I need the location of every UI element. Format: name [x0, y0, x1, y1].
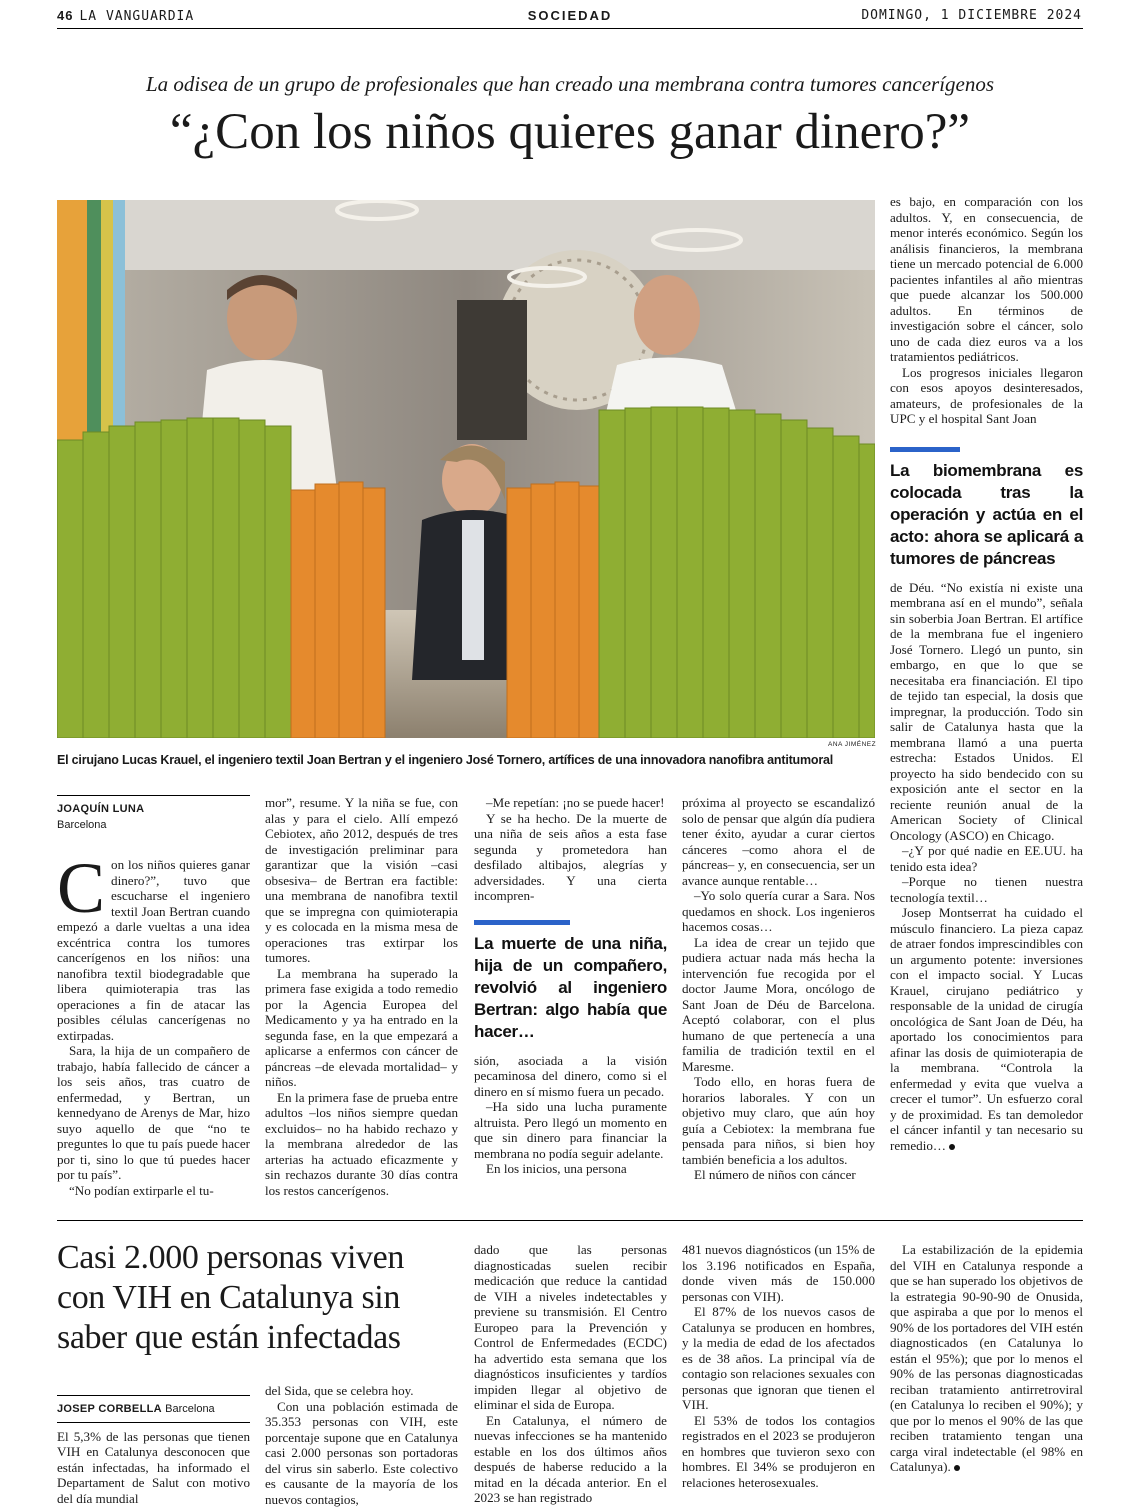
page-number: 46 [57, 8, 73, 23]
paragraph: Sara, la hija de un compañero de trabajo, había fallecido de cáncer a los seis años, tras cuatro de enfermedad, y Bertran, un kennedyano de Arenys de Mar, hizo suyo aquello de que “no te preguntes lo que tu país puede hacer por ti, sino lo que tú puedes hacer por tu país”. [57, 1043, 250, 1183]
paragraph: Todo ello, en horas fuera de horarios laborales. Y con un objetivo muy claro, que aún hoy guía a Cebiotex: la membrana fue pensada para niños, si bien hoy también beneficia a los adultos. [682, 1074, 875, 1167]
byline-rule [57, 1395, 250, 1396]
article-column-4 [682, 795, 875, 1183]
page-date: DOMINGO, 1 DICIEMBRE 2024 [861, 8, 1082, 23]
paragraph: La idea de crear un tejido que pudiera actuar nada más hecha la intervención fue recogida por el doctor Jaume Mora, oncólogo de Sant Joan de Déu de Barcelona. Aceptó colaborar, con el plus humano de que pertenecía a una familia de tradición textil en el Maresme. [682, 935, 875, 1075]
paragraph: El número de niños con cáncer [682, 1167, 875, 1183]
article2-column-3 [474, 1242, 667, 1506]
paragraph: El 87% de los nuevos casos de Catalunya se producen en hombres, y la media de edad de los afectados es de 38 años. La principal vía de contagio son relaciones sexuales con personas que ignoran que tienen el VIH. [682, 1304, 875, 1413]
pull-quote-bar [890, 447, 960, 452]
paragraph: sión, asociada a la visión pecaminosa del dinero, como si el dinero en sí mismo fuera un pecado. [474, 1053, 667, 1100]
pull-quote-bar [474, 920, 570, 925]
byline-rule [57, 795, 250, 796]
paragraph-text: Josep Montserrat ha cuidado el músculo financiero. La pieza capaz de atraer fondos imprescindibles con un argumento potente: inversiones con el impacto social. Y Lucas Krauel, cirujano pediátrico y responsable de la unidad de cirugía oncológica de Sant Joan de Déu, ha aportado los conocimientos para afinar las dosis de quimioterapia de la membrana. “Controla la enfermedad y evita que vuelva a crecer el tumor”. Un esfuerzo coral y de proximidad. Es tan demoledor el cáncer infantil y tan necesario su remedio… [890, 905, 1083, 1153]
article-divider [57, 1220, 1083, 1221]
article-column-3 [474, 795, 667, 1177]
end-mark-icon [954, 1465, 960, 1471]
paragraph: Y se ha hecho. De la muerte de una niña de seis años a esta fase segunda y prometedora han desfilado altibajos, alegrías y adversidades. Y una cierta incompren- [474, 811, 667, 904]
article-column-1 [57, 795, 250, 1198]
paragraph: El 5,3% de las personas que tienen VIH en Catalunya desconocen que están infectadas, ha informado el Departament de Salut con motivo del día mundial [57, 1429, 250, 1507]
header-rule [57, 28, 1083, 29]
paragraph: “No podían extirparle el tu- [57, 1183, 250, 1199]
pull-quote: La muerte de una niña, hija de un compañero, revolvió al ingeniero Bertran: algo había que hacer… [474, 933, 667, 1043]
paragraph: de Déu. “No existía ni existe una membrana así en el mundo”, señala sin soberbia Joan Bertran. El artífice de la membrana fue el ingeniero José Tornero. Llegó un punto, sin embargo, en que lo que se necesitaba era financiación. El tipo de tejido tan especial, la dosis que impregnar, la producción. Todo sin salir de Catalunya hasta que la membrana llamó a una puerta estrecha: Estados Unidos. El proyecto ha sido bendecido con su exposición ante el sector en la reciente reunión anual de la American Society of Clinical Oncology (ASCO) en Chicago. [890, 580, 1083, 844]
paragraph: –Me repetían: ¡no se puede hacer! [474, 795, 667, 811]
article-headline: “¿Con los niños quieres ganar dinero?” [57, 102, 1083, 162]
paragraph: En Catalunya, el número de nuevas infecciones se ha mantenido estable en los dos últimos años después de haberse reducido a la mitad en la década anterior. En el 2023 se han registrado [474, 1413, 667, 1506]
paragraph: 481 nuevos diagnósticos (un 15% de los 3.196 notificados en España, donde viven más de 150.000 personas con VIH). [682, 1242, 875, 1304]
paragraph: –Ha sido una lucha puramente altruista. Pero llegó un momento en que sin dinero para financiar la membrana no podía seguir adelante. [474, 1099, 667, 1161]
paragraph: –Yo solo quería curar a Sara. Nos quedamos en shock. Los ingenieros hacemos cosas… [682, 888, 875, 935]
article2-column-2 [265, 1383, 458, 1507]
paragraph [890, 905, 1083, 1153]
article2-column-4 [682, 1242, 875, 1490]
article2-headline: Casi 2.000 personas viven con VIH en Catalunya sin saber que están infectadas [57, 1238, 437, 1358]
page-header-left [57, 8, 194, 24]
paragraph: –Porque no tienen nuestra tecnología textil… [890, 874, 1083, 905]
paragraph: mor”, resume. Y la niña se fue, con alas y para el cielo. Allí empezó Cebiotex, año 2012, después de tres de investigación preliminar para garantizar que la visión –casi obsesiva– de Bertran era factible: una membrana de nanofibra textil que se impregna con quimioterapia y es colocada en la misma mesa de operaciones tras extirpar los tumores. [265, 795, 458, 966]
paragraph: es bajo, en comparación con los adultos. Y, en consecuencia, de menor interés económico. Según los análisis financieros, la membrana tiene un mercado potencial de 6.000 pacientes infantiles al año mientras que puede alcanzar los 500.000 adultos. En términos de investigación sobre el cáncer, solo uno de cada diez euros va a los tratamientos pediátricos. [890, 194, 1083, 365]
byline [57, 1400, 250, 1418]
paragraph: del Sida, que se celebra hoy. [265, 1383, 458, 1399]
paragraph: próxima al proyecto se escandalizó solo de pensar que algún día pudiera tener éxito, ayudar a curar ciertos cánceres –como ahora el de páncreas– y, en consecuencia, ser un avance aunque rentable… [682, 795, 875, 888]
newspaper-name: LA VANGUARDIA [79, 9, 194, 24]
paragraph: En los inicios, una persona [474, 1161, 667, 1177]
byline-author: JOSEP CORBELLA [57, 1403, 162, 1415]
photo-caption: El cirujano Lucas Krauel, el ingeniero textil Joan Bertran y el ingeniero José Tornero, artífices de una innovadora nanofibra antitumoral [57, 753, 875, 767]
article-kicker: La odisea de un grupo de profesionales que han creado una membrana contra tumores cancerígenos [57, 72, 1083, 97]
photo-credit: ANA JIMÉNEZ [828, 741, 876, 748]
article-column-2 [265, 795, 458, 1198]
drop-cap: C [57, 859, 105, 917]
article-column-5 [890, 194, 1083, 1153]
end-mark-icon [949, 1144, 955, 1150]
paragraph: En la primera fase de prueba entre adultos –los niños siempre quedan excluidos– no ha habido rechazo y la membrana alrededor de las arterias ha actuado eficazmente y sin rechazos durante 30 días contra los restos cancerígenos. [265, 1090, 458, 1199]
pull-quote: La biomembrana es colocada tras la operación y actúa en el acto: ahora se aplicará a tumores de páncreas [890, 460, 1083, 570]
paragraph: El 53% de todos los contagios registrados en el 2023 se produjeron en hombres que tuvieron sexo con hombres. El 34% se produjeron en relaciones heterosexuales. [682, 1413, 875, 1491]
article2-column-1 [57, 1395, 250, 1506]
paragraph: –¿Y por qué nadie en EE.UU. ha tenido esta idea? [890, 843, 1083, 874]
paragraph [890, 1242, 1083, 1475]
byline-place: Barcelona [165, 1403, 215, 1415]
paragraph: Con una población estimada de 35.353 personas con VIH, este porcentaje supone que en Catalunya casi 2.000 personas son portadoras del virus sin saberlo. Este colectivo es causante de la mayoría de los nuevos contagios, [265, 1399, 458, 1507]
section-name: SOCIEDAD [500, 8, 640, 23]
paragraph: dado que las personas diagnosticadas suelen recibir medicación que reduce la cantidad de VIH a niveles indetectables y previene su transmisión. El Centro Europeo para la Prevención y Control de Enfermedades (ECDC) ha advertido esta semana que los diagnósticos insuficientes y tardíos impiden llegar al objetivo de eliminar el sida de Europa. [474, 1242, 667, 1413]
paragraph-text: La estabilización de la epidemia del VIH en Catalunya responde a que se han superado los objetivos de la estrategia 90-90-90 de Onusida, que aspiraba a que por lo menos el 90% de los portadores del VIH estén diagnosticados (en Catalunya lo están el 95%); que por lo menos el 90% de las personas diagnosticadas reciban tratamiento antirretroviral (en Catalunya lo reciben el 90%); y que por lo menos el 90% de las que reciben tratamiento tengan una carga viral indetectable (el 98% en Catalunya). [890, 1242, 1083, 1474]
paragraph: on los niños quieres ganar dinero?”, tuvo que escucharse el ingeniero textil Joan Bertran cuando empezó a darle vueltas a una idea excéntrica contra los tumores cancerígenos en los niños: una nanofibra textil biodegradable que libera quimioterapia tras las operaciones a fin de atacar las posibles células cancerígenas no extirpadas. [57, 857, 250, 1043]
photo-illustration [57, 200, 875, 738]
paragraph: Los progresos iniciales llegaron con esos apoyos desinteresados, amateurs, de profesionales de la UPC y el hospital Sant Joan [890, 365, 1083, 427]
byline-place: Barcelona [57, 818, 250, 834]
paragraph: La membrana ha superado la primera fase exigida a todo remedio por la Agencia Europea del Medicamento y ya ha entrado en la segunda fase, en la que empezará a aplicarse a enfermos con cáncer de páncreas –de elevada mortalidad– y niños. [265, 966, 458, 1090]
article-photo [57, 200, 875, 738]
byline-author: JOAQUÍN LUNA [57, 802, 250, 818]
article2-column-5 [890, 1242, 1083, 1475]
